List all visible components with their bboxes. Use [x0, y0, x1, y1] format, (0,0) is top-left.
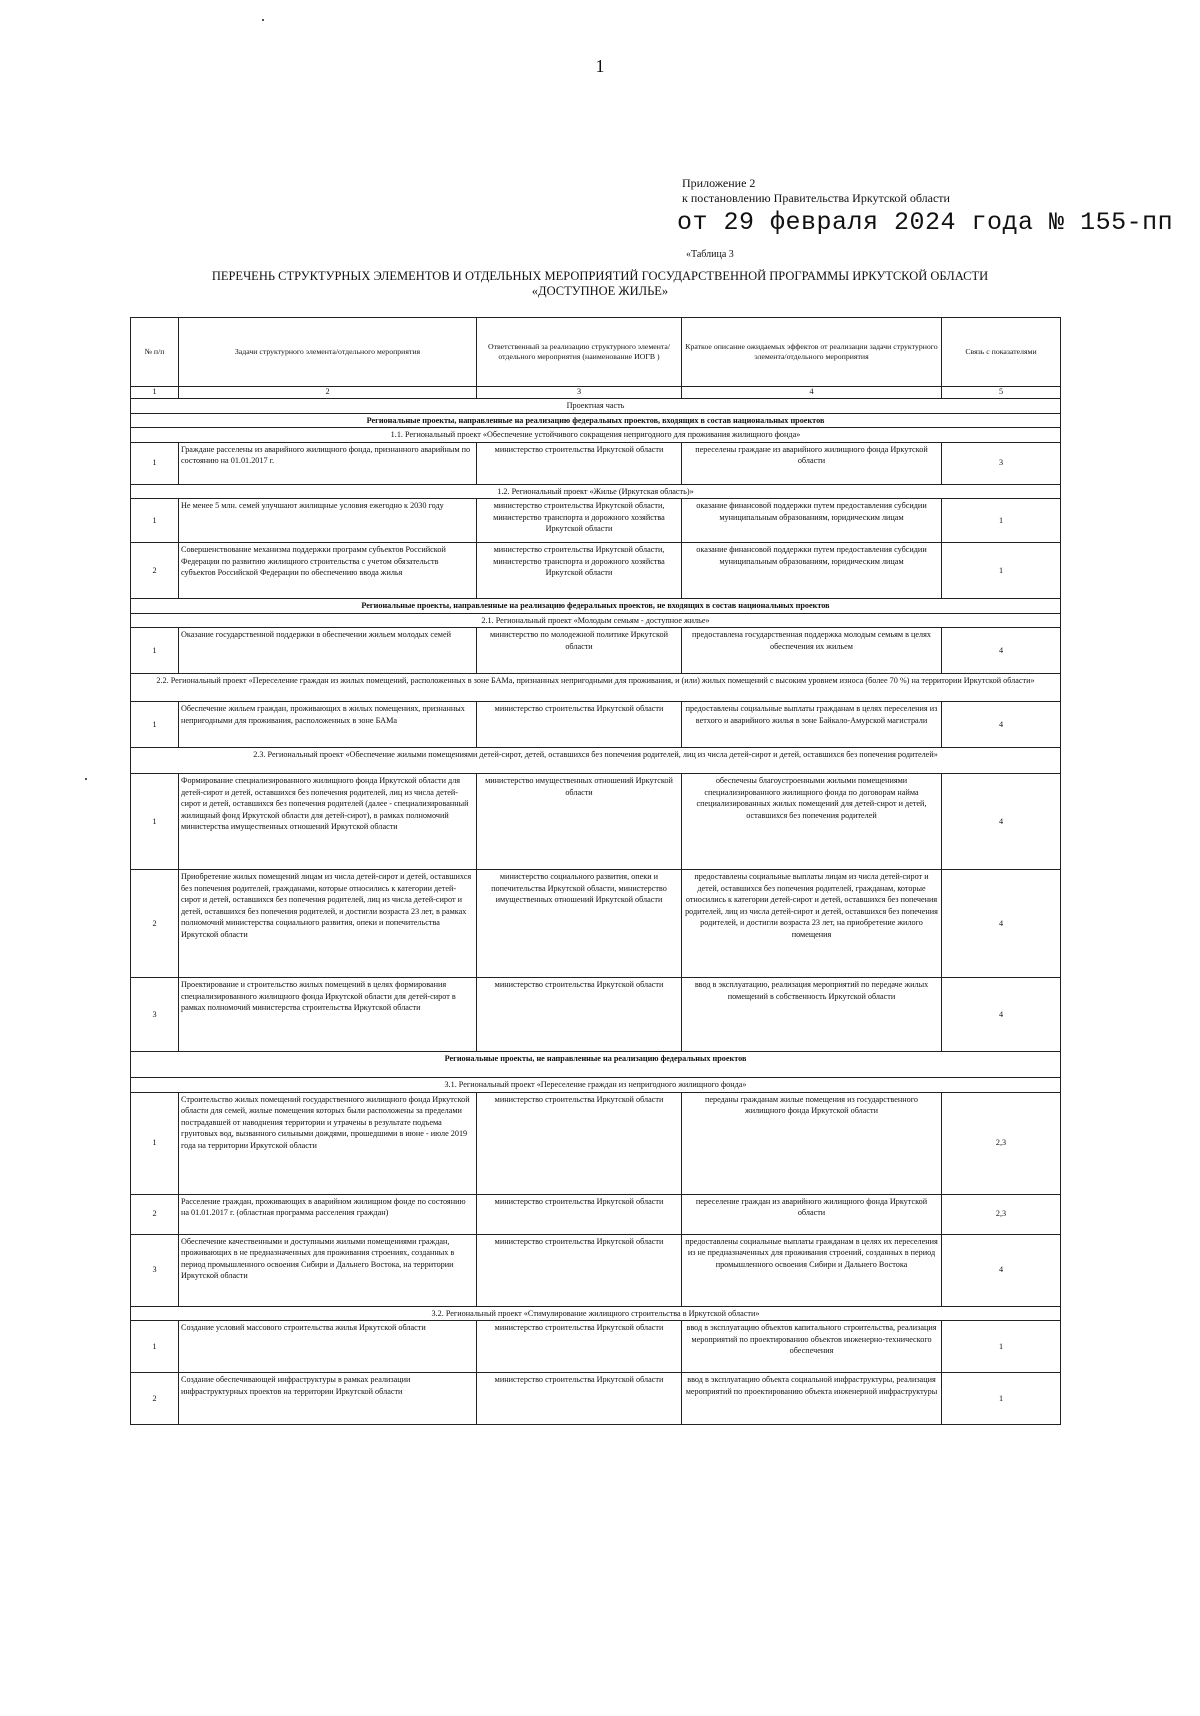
row-number: 2 [131, 1194, 179, 1234]
appendix-line1: Приложение 2 [682, 176, 756, 190]
row-number: 2 [131, 543, 179, 599]
responsible-cell: министерство строительства Иркутской области [477, 702, 682, 748]
indicator-link-cell: 4 [942, 870, 1061, 978]
responsible-cell: министерство строительства Иркутской области [477, 1092, 682, 1194]
row-number: 2 [131, 870, 179, 978]
effect-cell: ввод в эксплуатацию объектов капитального строительства, реализация мероприятий по проектированию объектов инженерно-технического обеспечения [682, 1321, 942, 1373]
indicator-link-cell: 1 [942, 499, 1061, 543]
table-row [131, 499, 1061, 543]
table-row [131, 702, 1061, 748]
table-row [131, 628, 1061, 674]
section-title: 1.2. Региональный проект «Жилье (Иркутская область)» [131, 484, 1061, 499]
indicator-link-cell: 2,3 [942, 1092, 1061, 1194]
task-cell: Формирование специализированного жилищного фонда Иркутской области для детей-сирот и детей, оставшихся без попечения родителей, лиц из числа детей-сирот и детей, оставшихся без попечения родителей (далее - специализированный жилищный фонд Иркутской области для детей-сирот), в рамках полномочий министерства имущественных отношений Иркутской области [179, 774, 477, 870]
task-cell: Создание обеспечивающей инфраструктуры в рамках реализации инфраструктурных проектов на территории Иркутской области [179, 1373, 477, 1425]
table-row [131, 543, 1061, 599]
column-number: 3 [477, 387, 682, 399]
task-cell: Строительство жилых помещений государственного жилищного фонда Иркутской области для семей, жилые помещения которых были расположены за пределами пострадавшей от наводнения территории и утрачены в результате подъема грунтовых вод, вызванного сильными дождями, прошедшими в июне - июле 2019 года на территории Иркутской области [179, 1092, 477, 1194]
document-title [130, 269, 1070, 299]
header-indicator-link: Связь с показателями [942, 318, 1061, 387]
task-cell: Не менее 5 млн. семей улучшают жилищные условия ежегодно к 2030 году [179, 499, 477, 543]
row-number: 1 [131, 499, 179, 543]
responsible-cell: министерство строительства Иркутской области [477, 442, 682, 484]
table-row [131, 1092, 1061, 1194]
order-number: от 29 февраля 2024 года № 155-пп [677, 208, 1174, 237]
header-number: № п/п [131, 318, 179, 387]
section-header-row [131, 1052, 1061, 1078]
row-number: 3 [131, 978, 179, 1052]
table-row [131, 1321, 1061, 1373]
effect-cell: ввод в эксплуатацию объекта социальной инфраструктуры, реализация мероприятий по проектированию объекта инженерной инфраструктуры [682, 1373, 942, 1425]
section-title: 2.3. Региональный проект «Обеспечение жилыми помещениями детей-сирот, детей, оставшихся без попечения родителей, лиц из числа детей-сирот и детей, оставшихся без попечения родителей» [131, 748, 1061, 774]
responsible-cell: министерство строительства Иркутской области [477, 1234, 682, 1306]
indicator-link-cell: 3 [942, 442, 1061, 484]
indicator-link-cell: 4 [942, 978, 1061, 1052]
program-elements-table [130, 317, 1061, 1425]
section-header-row [131, 599, 1061, 614]
table-row [131, 1194, 1061, 1234]
table-row [131, 1373, 1061, 1425]
row-number: 1 [131, 774, 179, 870]
subsection-header-row [131, 428, 1061, 443]
section-title: Региональные проекты, не направленные на реализацию федеральных проектов [131, 1052, 1061, 1078]
effect-cell: предоставлены социальные выплаты гражданам в целях их переселения из не предназначенных для проживания строений, созданных в период промышленного освоения Сибири и Дальнего Востока [682, 1234, 942, 1306]
section-title: 2.2. Региональный проект «Переселение граждан из жилых помещений, расположенных в зоне БАМа, признанных непригодными для проживания, и (или) жилых помещений с высоким уровнем износа (более 70 %) на территории Иркутской области» [131, 674, 1061, 702]
section-title: 3.1. Региональный проект «Переселение граждан из непригодного жилищного фонда» [131, 1078, 1061, 1093]
effect-cell: предоставлена государственная поддержка молодым семьям в целях обеспечения их жильем [682, 628, 942, 674]
row-number: 1 [131, 1321, 179, 1373]
effect-cell: оказание финансовой поддержки путем предоставления субсидии муниципальным образованиям, юридическим лицам [682, 543, 942, 599]
effect-cell: переселение граждан из аварийного жилищного фонда Иркутской области [682, 1194, 942, 1234]
task-cell: Оказание государственной поддержки в обеспечении жильем молодых семей [179, 628, 477, 674]
task-cell: Совершенствование механизма поддержки программ субъектов Российской Федерации по развитию жилищного строительства с учетом обязательств субъектов Российской Федерации по обеспечению ввода жилья [179, 543, 477, 599]
table-row [131, 870, 1061, 978]
title-line1: ПЕРЕЧЕНЬ СТРУКТУРНЫХ ЭЛЕМЕНТОВ И ОТДЕЛЬНЫХ МЕРОПРИЯТИЙ ГОСУДАРСТВЕННОЙ ПРОГРАММЫ ИРКУТСКОЙ ОБЛАСТИ [211, 269, 989, 283]
indicator-link-cell: 1 [942, 543, 1061, 599]
indicator-link-cell: 2,3 [942, 1194, 1061, 1234]
row-number: 2 [131, 1373, 179, 1425]
subsection-header-row [131, 1306, 1061, 1321]
table-body [131, 399, 1061, 1425]
effect-cell: оказание финансовой поддержки путем предоставления субсидии муниципальным образованиям, юридическим лицам [682, 499, 942, 543]
section-title: 3.2. Региональный проект «Стимулирование жилищного строительства в Иркутской области» [131, 1306, 1061, 1321]
scan-speck [85, 778, 87, 780]
responsible-cell: министерство строительства Иркутской области [477, 1373, 682, 1425]
task-cell: Расселение граждан, проживающих в аварийном жилищном фонде по состоянию на 01.01.2017 г. (областная программа расселения граждан) [179, 1194, 477, 1234]
responsible-cell: министерство имущественных отношений Иркутской области [477, 774, 682, 870]
section-title: 2.1. Региональный проект «Молодым семьям - доступное жилье» [131, 613, 1061, 628]
subsection-header-row [131, 613, 1061, 628]
section-header-row [131, 413, 1061, 428]
effect-cell: обеспечены благоустроенными жилыми помещениями специализированного жилищного фонда по договорам найма специализированных жилых помещений для детей-сирот и детей, оставшихся без попечения родителей [682, 774, 942, 870]
indicator-link-cell: 1 [942, 1321, 1061, 1373]
column-number-row [131, 387, 1061, 399]
column-number: 5 [942, 387, 1061, 399]
table-row [131, 978, 1061, 1052]
indicator-link-cell: 4 [942, 628, 1061, 674]
effect-cell: ввод в эксплуатацию, реализация мероприятий по передаче жилых помещений в собственность Иркутской области [682, 978, 942, 1052]
header-task: Задачи структурного элемента/отдельного мероприятия [179, 318, 477, 387]
responsible-cell: министерство строительства Иркутской области, министерство транспорта и дорожного хозяйства Иркутской области [477, 543, 682, 599]
header-responsible: Ответственный за реализацию структурного элемента/отдельного мероприятия (наименование ИОГВ ) [477, 318, 682, 387]
table-row [131, 1234, 1061, 1306]
header-effect: Краткое описание ожидаемых эффектов от реализации задачи структурного элемента/отдельного мероприятия [682, 318, 942, 387]
indicator-link-cell: 4 [942, 774, 1061, 870]
section-title: Региональные проекты, направленные на реализацию федеральных проектов, не входящих в состав национальных проектов [131, 599, 1061, 614]
task-cell: Создание условий массового строительства жилья Иркутской области [179, 1321, 477, 1373]
subsection-header-row [131, 484, 1061, 499]
appendix-header [682, 176, 950, 206]
task-cell: Обеспечение качественными и доступными жилыми помещениями граждан, проживающих в не предназначенных для проживания строениях, созданных в период промышленного освоения Сибири и Дальнего Востока, на территории Иркутской области [179, 1234, 477, 1306]
table-header-row [131, 318, 1061, 387]
row-number: 3 [131, 1234, 179, 1306]
task-cell: Проектирование и строительство жилых помещений в целях формирования специализированного жилищного фонда Иркутской области для детей-сирот в рамках полномочий министерства строительства Иркутской области [179, 978, 477, 1052]
effect-cell: предоставлены социальные выплаты лицам из числа детей-сирот и детей, оставшихся без попечения родителей, гражданам, которые относились к категории детей-сирот и детей, оставшихся без попечения родителей, лиц из числа детей-сирот и детей, оставшихся без попечения родителей, и достигли возраста 23 лет, на приобретение жилого помещения [682, 870, 942, 978]
effect-cell: переселены граждане из аварийного жилищного фонда Иркутской области [682, 442, 942, 484]
responsible-cell: министерство строительства Иркутской области [477, 1194, 682, 1234]
indicator-link-cell: 1 [942, 1373, 1061, 1425]
responsible-cell: министерство строительства Иркутской области, министерство транспорта и дорожного хозяйства Иркутской области [477, 499, 682, 543]
effect-cell: предоставлены социальные выплаты гражданам в целях переселения из ветхого и аварийного жилья в зоне Байкало-Амурской магистрали [682, 702, 942, 748]
row-number: 1 [131, 442, 179, 484]
responsible-cell: министерство строительства Иркутской области [477, 1321, 682, 1373]
task-cell: Приобретение жилых помещений лицам из числа детей-сирот и детей, оставшихся без попечения родителей, гражданами, которые относились к категории детей-сирот и детей, оставшихся без попечения родителей, лиц из числа детей-сирот и детей, оставшихся без попечения родителей, и достигли возраста 23 лет, в рамках полномочий министерства социального развития, опеки и попечительства Иркутской области [179, 870, 477, 978]
title-line2: «ДОСТУПНОЕ ЖИЛЬЕ» [531, 284, 669, 298]
table-row [131, 774, 1061, 870]
responsible-cell: министерство строительства Иркутской области [477, 978, 682, 1052]
table-row [131, 442, 1061, 484]
indicator-link-cell: 4 [942, 1234, 1061, 1306]
section-title: Проектная часть [131, 399, 1061, 414]
task-cell: Граждане расселены из аварийного жилищного фонда, признанного аварийным по состоянию на 01.01.2017 г. [179, 442, 477, 484]
indicator-link-cell: 4 [942, 702, 1061, 748]
appendix-line2: к постановлению Правительства Иркутской области [682, 191, 950, 205]
subsection-header-row [131, 748, 1061, 774]
subsection-header-row [131, 674, 1061, 702]
effect-cell: переданы гражданам жилые помещения из государственного жилищного фонда Иркутской области [682, 1092, 942, 1194]
responsible-cell: министерство по молодежной политике Иркутской области [477, 628, 682, 674]
subsection-header-row [131, 399, 1061, 414]
section-title: 1.1. Региональный проект «Обеспечение устойчивого сокращения непригодного для проживания жилищного фонда» [131, 428, 1061, 443]
row-number: 1 [131, 702, 179, 748]
scan-speck [262, 19, 264, 21]
column-number: 4 [682, 387, 942, 399]
column-number: 1 [131, 387, 179, 399]
row-number: 1 [131, 1092, 179, 1194]
section-title: Региональные проекты, направленные на реализацию федеральных проектов, входящих в состав национальных проектов [131, 413, 1061, 428]
task-cell: Обеспечение жильем граждан, проживающих в жилых помещениях, признанных непригодными для проживания, расположенных в зоне БАМа [179, 702, 477, 748]
column-number: 2 [179, 387, 477, 399]
page-number: 1 [595, 56, 605, 76]
table-label: «Таблица 3 [686, 249, 734, 260]
responsible-cell: министерство социального развития, опеки и попечительства Иркутской области, министерство имущественных отношений Иркутской области [477, 870, 682, 978]
subsection-header-row [131, 1078, 1061, 1093]
row-number: 1 [131, 628, 179, 674]
